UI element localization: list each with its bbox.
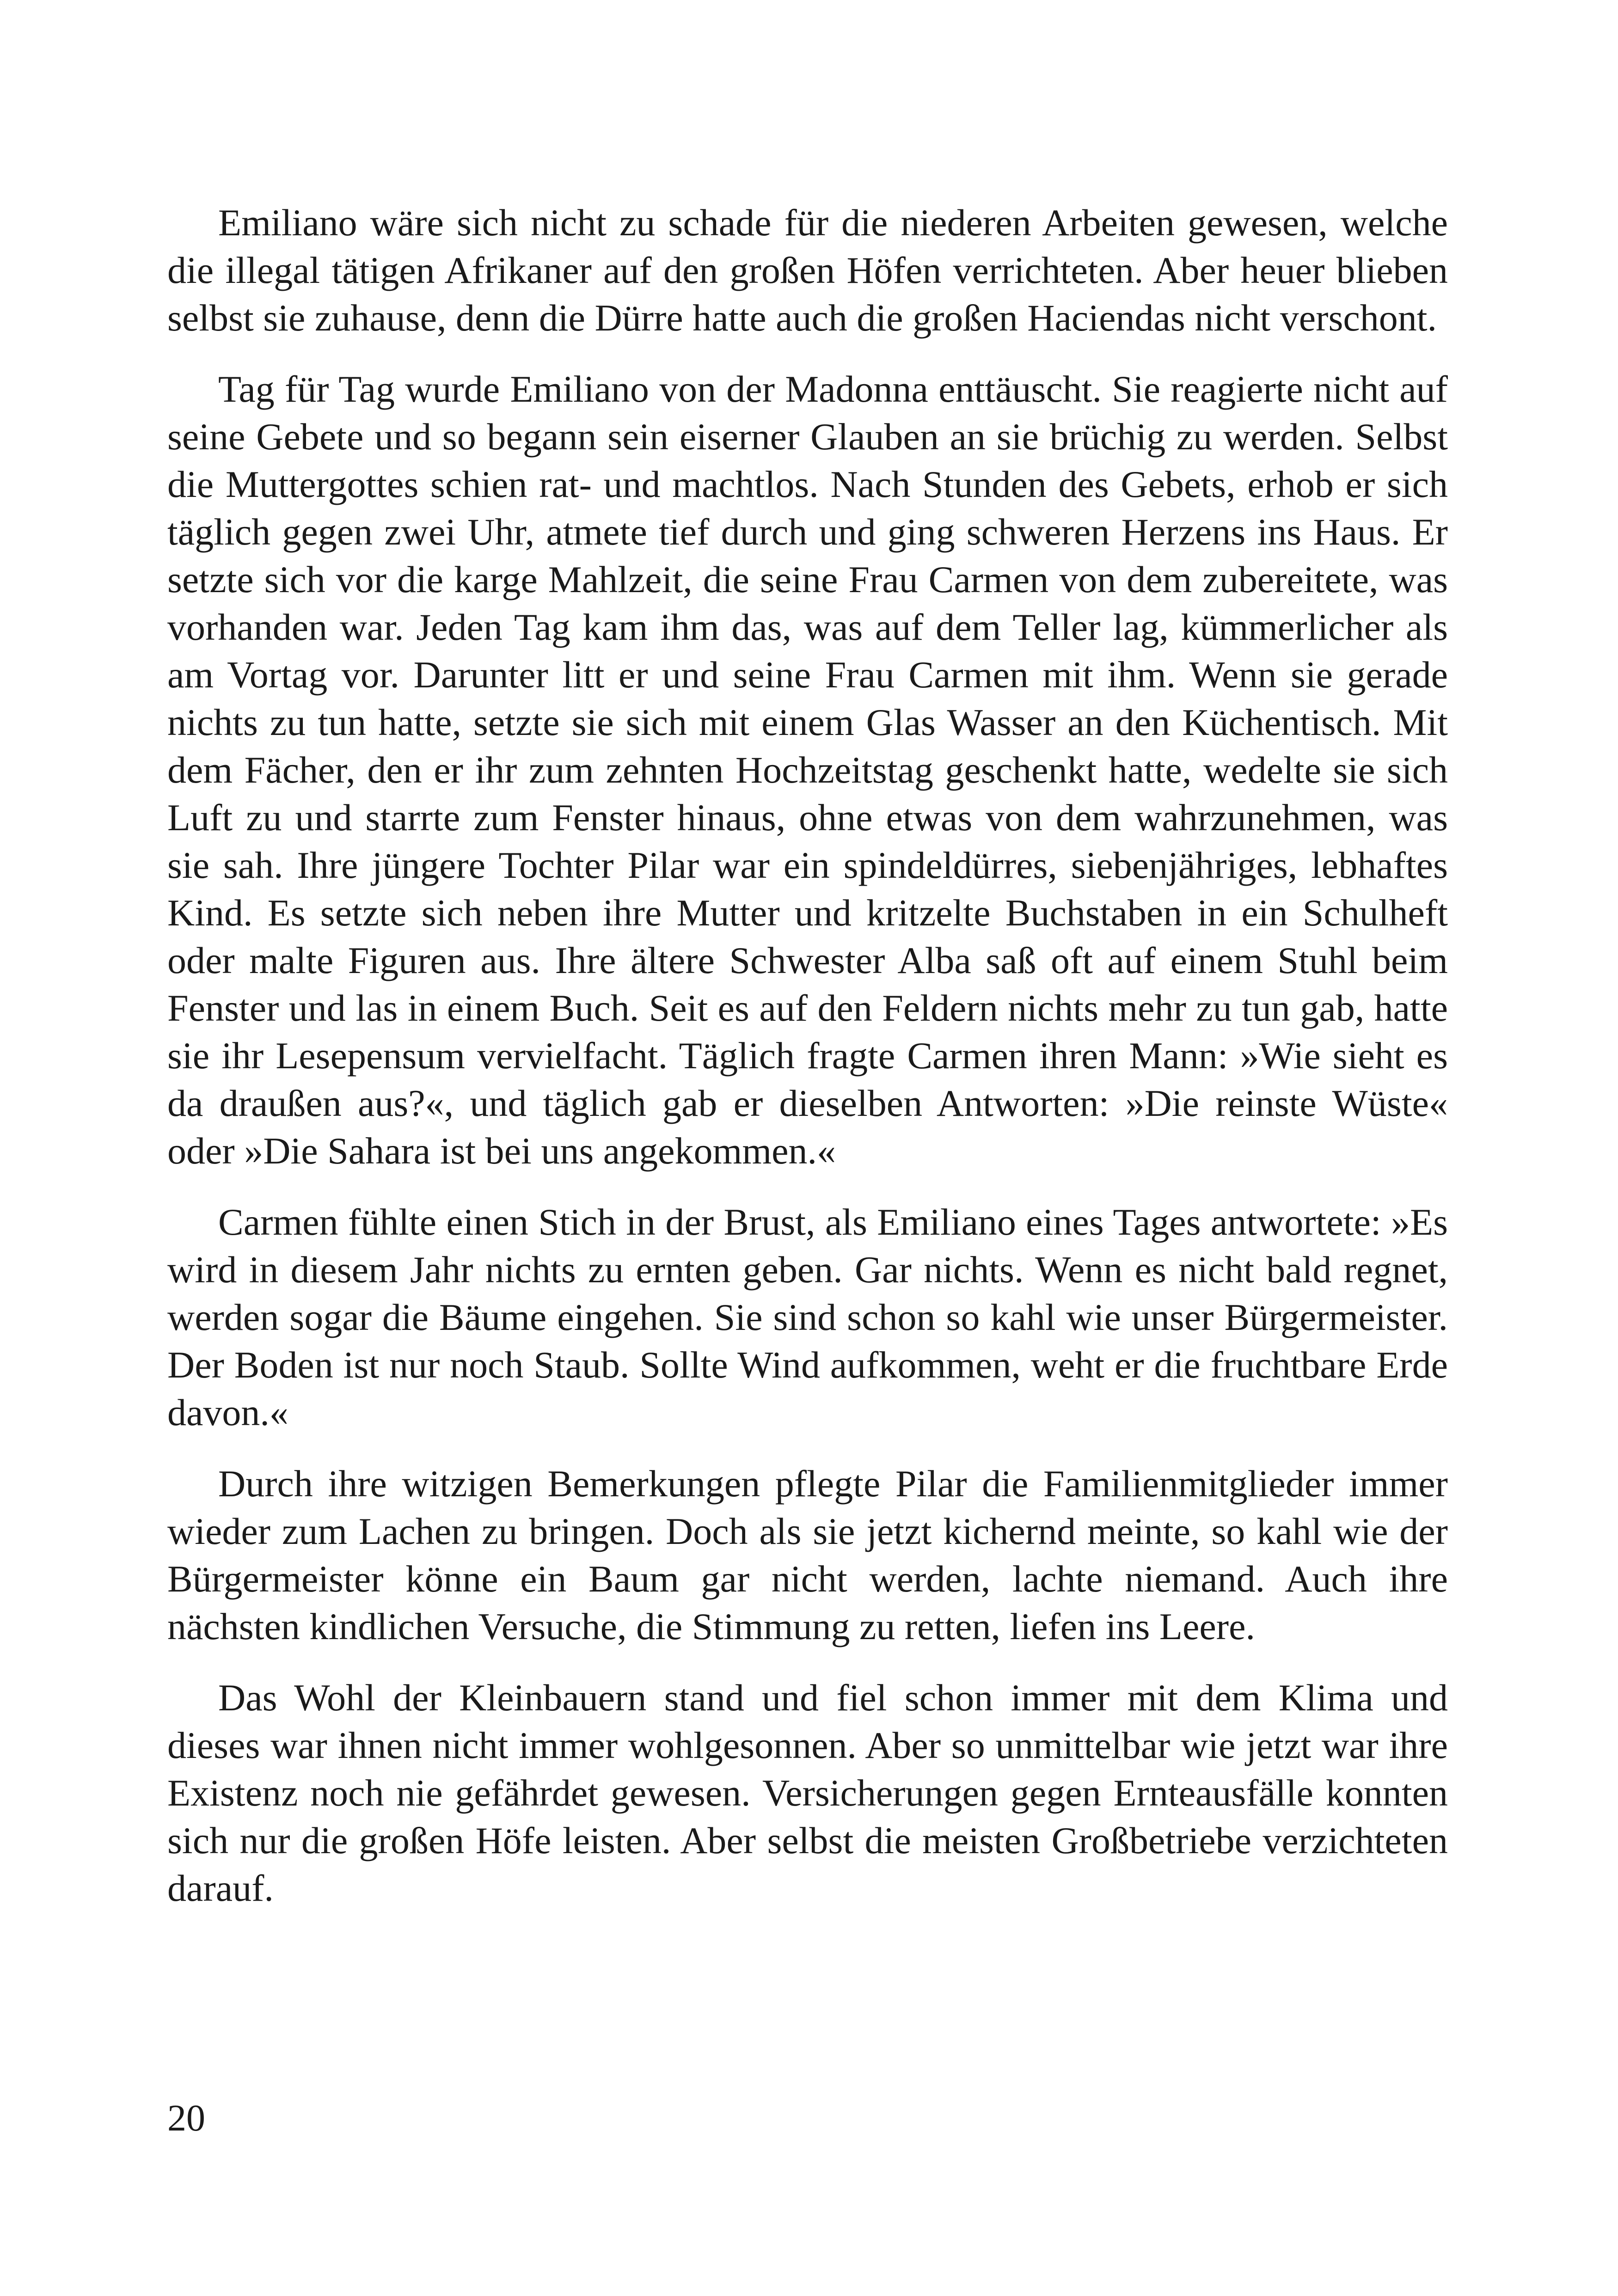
page-number: 20 [167, 2097, 205, 2139]
body-text [167, 199, 1448, 1935]
paragraph: Durch ihre witzigen Bemerkungen pflegte Pilar die Familienmitglieder immer wieder zum Lachen zu bringen. Doch als sie jetzt kichernd meinte, so kahl wie der Bürgermeister könne ein Baum gar nicht werden, lachte niemand. Auch ihre nächsten kindlichen Versuche, die Stimmung zu retten, liefen ins Leere. [167, 1463, 1448, 1647]
paragraph: Carmen fühlte einen Stich in der Brust, als Emiliano eines Tages antwortete: »Es wird in diesem Jahr nichts zu ernten geben. Gar nichts. Wenn es nicht bald regnet, werden sogar die Bäume eingehen. Sie sind schon so kahl wie unser Bürgermeister. Der Boden ist nur noch Staub. Sollte Wind aufkommen, weht er die fruchtbare Erde davon.« [167, 1201, 1448, 1433]
paragraph: Tag für Tag wurde Emiliano von der Madonna enttäuscht. Sie reagierte nicht auf seine Gebete und so begann sein eiserner Glauben an sie brüchig zu werden. Selbst die Muttergottes schien rat- und machtlos. Nach Stunden des Gebets, erhob er sich täglich gegen zwei Uhr, atmete tief durch und ging schweren Herzens ins Haus. Er setzte sich vor die karge Mahlzeit, die seine Frau Carmen von dem zubereitete, was vorhanden war. Jeden Tag kam ihm das, was auf dem Teller lag, kümmerlicher als am Vortag vor. Darunter litt er und seine Frau Carmen mit ihm. Wenn sie gerade nichts zu tun hatte, setzte sie sich mit einem Glas Wasser an den Küchentisch. Mit dem Fächer, den er ihr zum zehnten Hochzeitstag geschenkt hatte, wedelte sie sich Luft zu und starrte zum Fenster hinaus, ohne etwas von dem wahrzunehmen, was sie sah. Ihre jüngere Tochter Pilar war ein spindeldürres, siebenjähriges, lebhaftes Kind. Es setzte sich neben ihre Mutter und kritzelte Buchstaben in ein Schulheft oder malte Figuren aus. Ihre ältere Schwester Alba saß oft auf einem Stuhl beim Fenster und las in einem Buch. Seit es auf den Feldern nichts mehr zu tun gab, hatte sie ihr Lesepensum vervielfacht. Täglich fragte Carmen ihren Mann: »Wie sieht es da draußen aus?«, und täglich gab er dieselben Antworten: »Die reinste Wüste« oder »Die Sahara ist bei uns angekommen.« [167, 368, 1448, 1172]
paragraph: Emiliano wäre sich nicht zu schade für die niederen Arbeiten gewesen, welche die illegal tätigen Afrikaner auf den großen Höfen verrichteten. Aber heuer blieben selbst sie zuhause, denn die Dürre hatte auch die großen Haciendas nicht verschont. [167, 202, 1448, 339]
paragraph: Das Wohl der Kleinbauern stand und fiel schon immer mit dem Klima und dieses war ihnen nicht immer wohlgesonnen. Aber so unmittelbar wie jetzt war ihre Existenz noch nie gefährdet gewesen. Versicherungen gegen Ernteausfälle konnten sich nur die großen Höfe leisten. Aber selbst die meisten Großbetriebe verzichteten darauf. [167, 1677, 1448, 1909]
